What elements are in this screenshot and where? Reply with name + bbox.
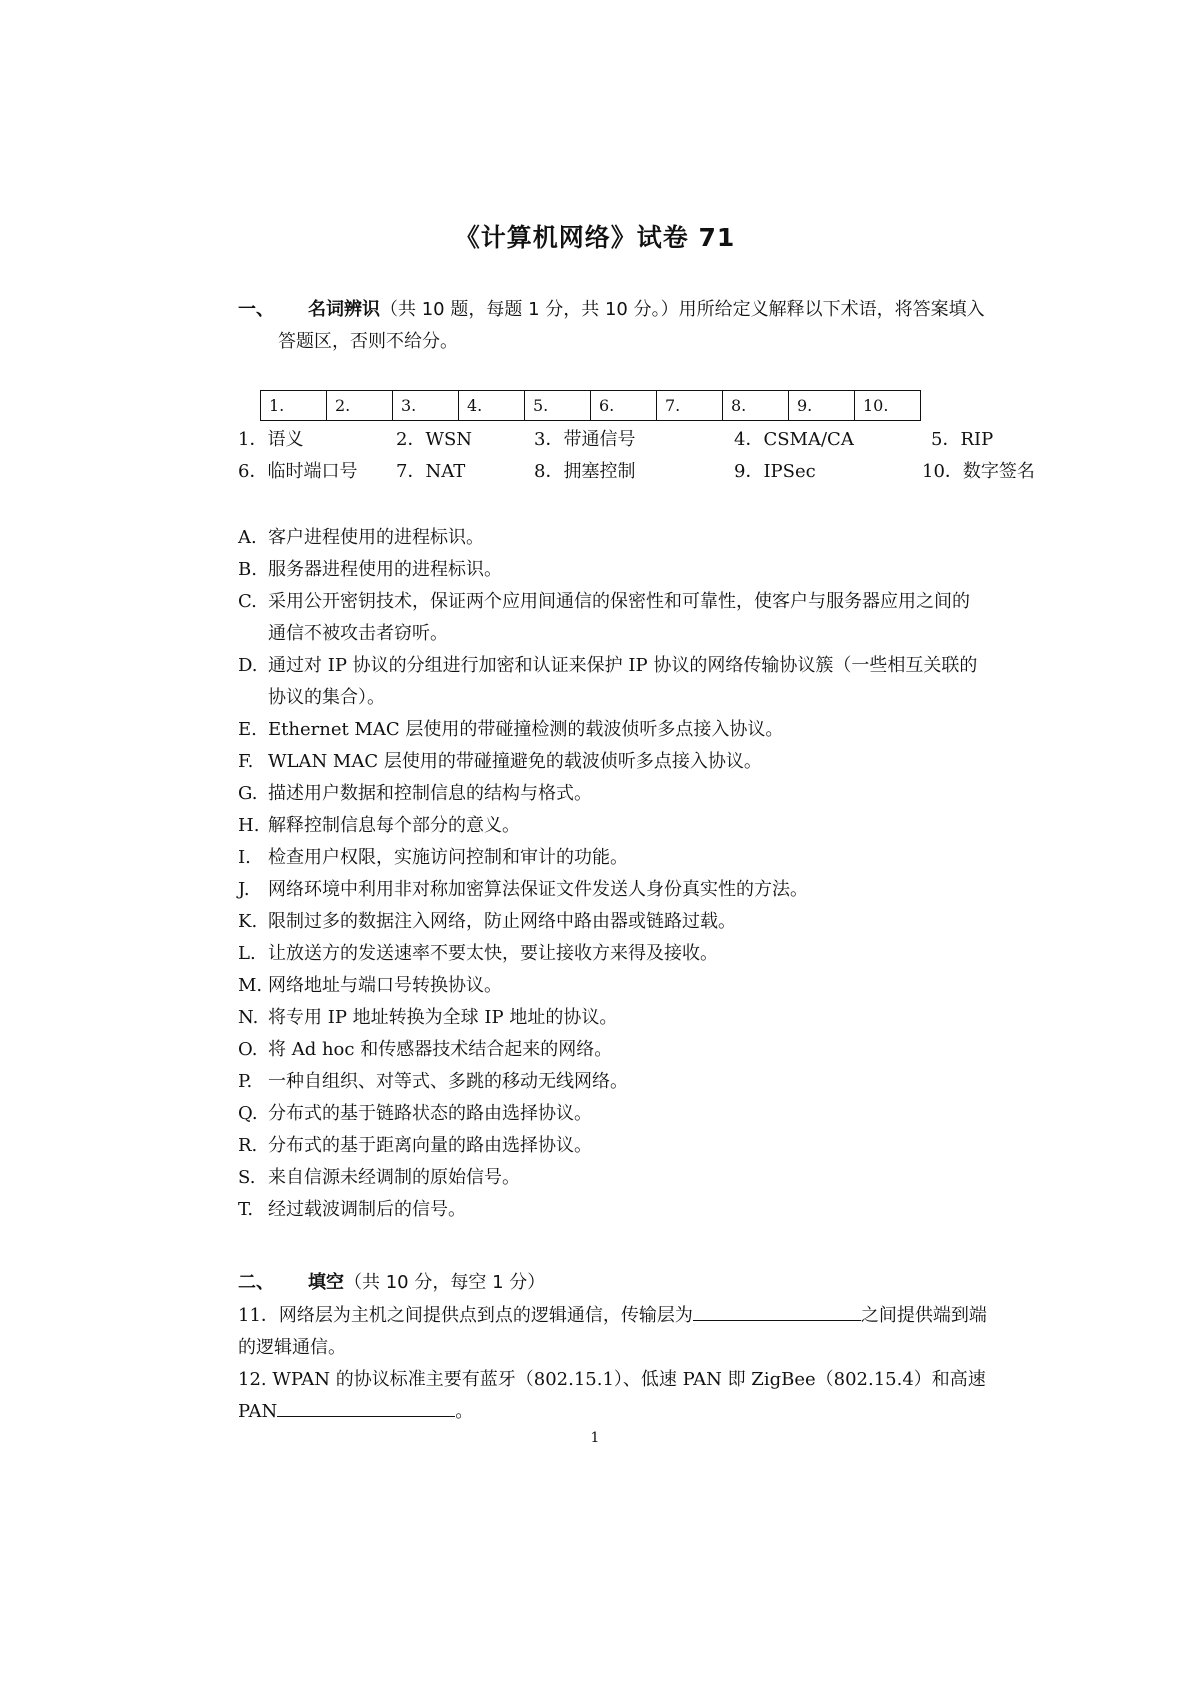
definition-label: O. [238, 1039, 258, 1060]
q11-line2: 的逻辑通信。 [238, 1337, 346, 1358]
answer-cell[interactable]: 3. [393, 391, 459, 421]
definition-item [238, 1002, 1048, 1034]
section-2-number: 二、 [238, 1272, 274, 1293]
definition-item [238, 522, 1048, 554]
definition-text: 分布式的基于距离向量的路由选择协议。 [268, 1135, 592, 1156]
term-item: 1．语义 [238, 429, 304, 450]
definition-text: Ethernet MAC 层使用的带碰撞检测的载波侦听多点接入协议。 [268, 719, 784, 740]
answer-cell[interactable]: 7. [657, 391, 723, 421]
definition-label: F. [238, 751, 254, 772]
definition-item [238, 1098, 1048, 1130]
definition-text: 分布式的基于链路状态的路由选择协议。 [268, 1103, 592, 1124]
definition-item [238, 938, 1048, 970]
q12-text-before: PAN [238, 1401, 278, 1422]
answer-cell[interactable]: 4. [459, 391, 525, 421]
definition-text: 采用公开密钥技术，保证两个应用间通信的保密性和可靠性，使客户与服务器应用之间的 [268, 591, 970, 612]
definition-text: 让放送方的发送速率不要太快，要让接收方来得及接收。 [268, 943, 718, 964]
definition-item [238, 1194, 1048, 1226]
definition-continuation [238, 618, 1048, 650]
definition-item [238, 1034, 1048, 1066]
definition-text: 检查用户权限，实施访问控制和审计的功能。 [268, 847, 628, 868]
q11-blank[interactable] [693, 1300, 861, 1321]
definition-label: S. [238, 1167, 256, 1188]
section-1-number: 一、 [238, 299, 274, 320]
definition-label: G. [238, 783, 258, 804]
term-item: 2．WSN [396, 429, 473, 450]
definition-item [238, 778, 1048, 810]
answer-cell[interactable]: 8. [723, 391, 789, 421]
exam-title: 《计算机网络》试卷 71 [454, 223, 736, 252]
definition-text: 网络环境中利用非对称加密算法保证文件发送人身份真实性的方法。 [268, 879, 808, 900]
answer-table [260, 390, 921, 421]
question-12 [238, 1364, 1048, 1428]
definition-label: T. [238, 1199, 254, 1220]
term-item: 9．IPSec [734, 461, 816, 482]
definition-item [238, 714, 1048, 746]
term-item: 3．带通信号 [534, 429, 636, 450]
q11-text-after: 之间提供端到端 [860, 1305, 987, 1326]
section-2-heading [238, 1267, 545, 1299]
term-item: 4．CSMA/CA [734, 429, 854, 450]
section-1-name: 名词辨识 [308, 299, 380, 320]
definition-text: 描述用户数据和控制信息的结构与格式。 [268, 783, 592, 804]
definition-label: K. [238, 911, 258, 932]
definition-label: Q. [238, 1103, 258, 1124]
section-1-desc: （共 10 题，每题 1 分，共 10 分。）用所给定义解释以下术语，将答案填入 [380, 299, 985, 320]
definition-label: R. [238, 1135, 258, 1156]
q11-text-before: 11．网络层为主机之间提供点到点的逻辑通信，传输层为 [238, 1305, 693, 1326]
definition-item [238, 1162, 1048, 1194]
answer-cell[interactable]: 5. [525, 391, 591, 421]
definition-item [238, 970, 1048, 1002]
section-2-name: 填空 [308, 1272, 344, 1293]
definition-text-cont: 协议的集合）。 [268, 687, 385, 708]
answer-cell[interactable]: 10. [855, 391, 921, 421]
section-2-desc: （共 10 分，每空 1 分） [344, 1272, 546, 1293]
definition-item [238, 650, 1048, 682]
definition-item [238, 1130, 1048, 1162]
term-item: 8．拥塞控制 [534, 461, 636, 482]
answer-cell[interactable]: 1. [261, 391, 327, 421]
definition-text: 服务器进程使用的进程标识。 [268, 559, 502, 580]
definition-label: D. [238, 655, 258, 676]
definition-label: L. [238, 943, 256, 964]
definition-text: 解释控制信息每个部分的意义。 [268, 815, 520, 836]
term-item: 5．RIP [931, 429, 994, 450]
term-item: 6．临时端口号 [238, 461, 358, 482]
answer-cell[interactable]: 9. [789, 391, 855, 421]
definition-label: E. [238, 719, 257, 740]
definition-item [238, 906, 1048, 938]
q12-line1: 12. WPAN 的协议标准主要有蓝牙（802.15.1）、低速 PAN 即 ZigBee（802.15.4）和高速 [238, 1369, 986, 1390]
definition-label: P. [238, 1071, 253, 1092]
definition-text: 将 Ad hoc 和传感器技术结合起来的网络。 [268, 1039, 613, 1060]
definition-text: WLAN MAC 层使用的带碰撞避免的载波侦听多点接入协议。 [268, 751, 762, 772]
term-item: 7．NAT [396, 461, 466, 482]
definition-item [238, 874, 1048, 906]
definition-label: I. [238, 847, 251, 868]
definition-item [238, 842, 1048, 874]
definitions-list [238, 522, 1048, 1226]
definition-label: A. [238, 527, 257, 548]
answer-cell[interactable]: 2. [327, 391, 393, 421]
definition-text: 经过载波调制后的信号。 [268, 1199, 466, 1220]
definition-label: H. [238, 815, 260, 836]
question-11 [238, 1300, 1048, 1364]
definition-text: 将专用 IP 地址转换为全球 IP 地址的协议。 [268, 1007, 618, 1028]
q12-blank[interactable] [277, 1396, 455, 1417]
definition-continuation [238, 682, 1048, 714]
section-1-desc-line2: 答题区，否则不给分。 [278, 331, 458, 352]
definition-text: 网络地址与端口号转换协议。 [268, 975, 502, 996]
definition-label: B. [238, 559, 257, 580]
definition-item [238, 1066, 1048, 1098]
q12-text-after: 。 [455, 1401, 474, 1422]
definition-item [238, 746, 1048, 778]
definition-text-cont: 通信不被攻击者窃听。 [268, 623, 448, 644]
definition-label: C. [238, 591, 257, 612]
definition-item [238, 586, 1048, 618]
definition-text: 通过对 IP 协议的分组进行加密和认证来保护 IP 协议的网络传输协议簇（一些相互关联的 [268, 655, 978, 676]
definition-text: 一种自组织、对等式、多跳的移动无线网络。 [268, 1071, 628, 1092]
page-number: 1 [590, 1430, 600, 1446]
definition-text: 限制过多的数据注入网络，防止网络中路由器或链路过载。 [268, 911, 736, 932]
definition-label: J. [238, 879, 250, 900]
section-1-heading [238, 294, 1048, 358]
definition-label: N. [238, 1007, 259, 1028]
term-item: 10．数字签名 [922, 461, 1035, 482]
definition-text: 客户进程使用的进程标识。 [268, 527, 484, 548]
definition-item [238, 810, 1048, 842]
definition-item [238, 554, 1048, 586]
definition-label: M. [238, 975, 263, 996]
answer-cell[interactable]: 6. [591, 391, 657, 421]
definition-text: 来自信源未经调制的原始信号。 [268, 1167, 520, 1188]
